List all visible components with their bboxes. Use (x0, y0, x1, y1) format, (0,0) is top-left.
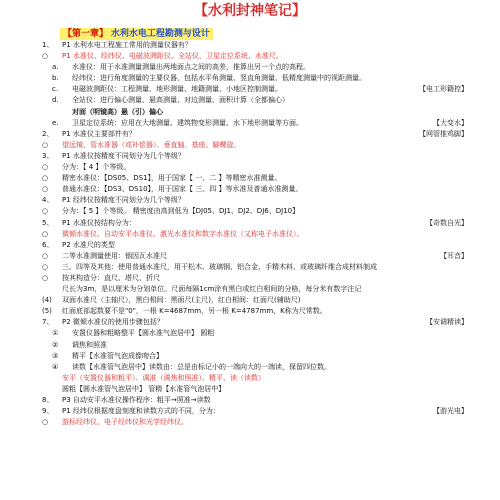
note-line-23: 尺长为3m，是以厘米为分划单位。尺面每隔1cm涂有黑白或红白相间的分格，每分米有数字注记 (62, 285, 362, 294)
chapter-header (0, 21, 500, 40)
note-line-5: c. 电磁波测距仪：工程测量、地形测量、地籍测量、小地区控制测量。 【电工形籍控】 (52, 85, 468, 94)
note-line-13: ○ 精密水准仪：【DS05、DS1】，用于国家【 一、二 】等精密水准测量。 (42, 174, 282, 183)
note-line-21: ○ 三、四等及其他：使用普通水准尺，用干松木、玻璃钢、铝合金、手精木料、或玻璃纤维合成材料制成 (42, 262, 377, 271)
note-line-29: ③ 精平【水准管气泡成像吻合】 (52, 351, 163, 360)
note-line-7: 对面（明镜高）悬（引）偏心 (72, 107, 163, 116)
page-title: 【水利封神笔记】 (194, 3, 306, 19)
note-line-33: 8、 P3 自动安平水准仪操作程序：粗平→照准→读数 (42, 396, 211, 404)
note-line-27: ① 安置仪器和粗略整平【圆水准气泡居中】 圆粗 (52, 329, 215, 338)
note-line-34: 9、 P1 经纬仪根据度盘刻度和读数方式的不同，分为： 【游光电】 (42, 407, 468, 416)
note-line-14: ○ 普通水准仪：【DS3、DS10】，用于国家【 三、四 】等水准及普通水准测量。 (42, 185, 303, 194)
note-line-4: b. 经纬仪：进行角度测量的主要仪器，包括水平角测量、竖直角测量、低精度测量中的视距测量。 (52, 74, 366, 83)
note-line-16: ○ 分为：【 5 】个等级。 精密度由高到低为【DJ05、DJ1、DJ2、DJ6、DJ10】 (42, 207, 300, 216)
notes-body (42, 40, 488, 428)
note-line-1: 1、 P1 水利水电工程施工常用的测量仪器有？ (42, 41, 192, 49)
chapter-number: 【第一章】 (63, 29, 109, 39)
note-line-24: (4) 双面水准尺（主轴尺），黑白相间：黑面尺(主尺)，红白相间：红面尺(辅助尺) (42, 296, 301, 305)
note-line-17: 5、 P1 水准仪按结构分为： 【奇数自光】 (42, 218, 468, 227)
note-line-28: ② 调焦和照准 (52, 340, 107, 349)
note-line-6: d. 全站仪：进行偏心测量、悬高测量、对边测量、面积计算（全都偏心） (52, 96, 289, 105)
note-line-35: ○ 游标经纬仪、电子经纬仪和光学经纬仪。 (42, 418, 188, 427)
note-line-3: a. 水准仪：用于水准测量测量出两地面点之间的高差，推算出另一个点的高程。 (52, 63, 310, 72)
note-line-32: 圆粗【圆水准管气泡居中】 管精【水准管气泡居中】 (62, 384, 226, 393)
note-line-8: e. 卫星定位系统：应用在大地测量、建筑物变形测量、水下地形测量等方面。 【大变水】 (52, 118, 468, 127)
note-line-19: 6、 P2 水准尺的类型 (42, 240, 115, 249)
note-line-11: 3、 P1 水准仪按精度不同划分为几个等级？ (42, 151, 185, 160)
chapter-title: 水利水电工程勘测与设计 (110, 29, 210, 39)
note-line-31: 安平（安置仪器和粗平）、调准（调焦和照准）、精平、读（读数） (62, 373, 265, 382)
note-line-30: ④ 读数【水准管气泡居中】读数由：总是由标记小的一端向大的一端读，保留四位数。 (52, 362, 331, 371)
note-line-2: ○ P1 水准仪、经纬仪、电磁波测距仪、全站仪、卫星定位系统、水准尺。 (42, 52, 283, 61)
note-line-20: ○ 二等水准测量使用：铟因瓦水准尺 【耳音】 (42, 251, 468, 260)
note-line-26: 7、 P2 微倾水准仪的使用步骤包括？ 【安调精读】 (42, 318, 468, 327)
note-line-25: (5) 红面底部起数要不是"0"，一根 K=4687mm，另一根 K=4787mm，K称为尺常数。 (42, 307, 327, 316)
note-line-9: 2、 P1 水准仪主要部件有？ 【网管推鸡脚】 (42, 129, 468, 138)
note-line-22: ○ 按其构造分：直尺、塔尺、折尺 (42, 273, 160, 282)
note-line-10: ○ 望远镜、管水准器（或补偿器）、垂直轴、基座、脚螺旋。 (42, 140, 241, 149)
note-line-12: ○ 分为：【 4 】个等级。 (42, 163, 131, 172)
note-line-15: 4、 P1 经纬仪按精度不同划分为几个等级？ (42, 196, 185, 205)
note-line-18: ○ 微倾水准仪、自动安平水准仪、激光水准仪和数字水准仪（又称电子水准仪）。 (42, 229, 304, 238)
